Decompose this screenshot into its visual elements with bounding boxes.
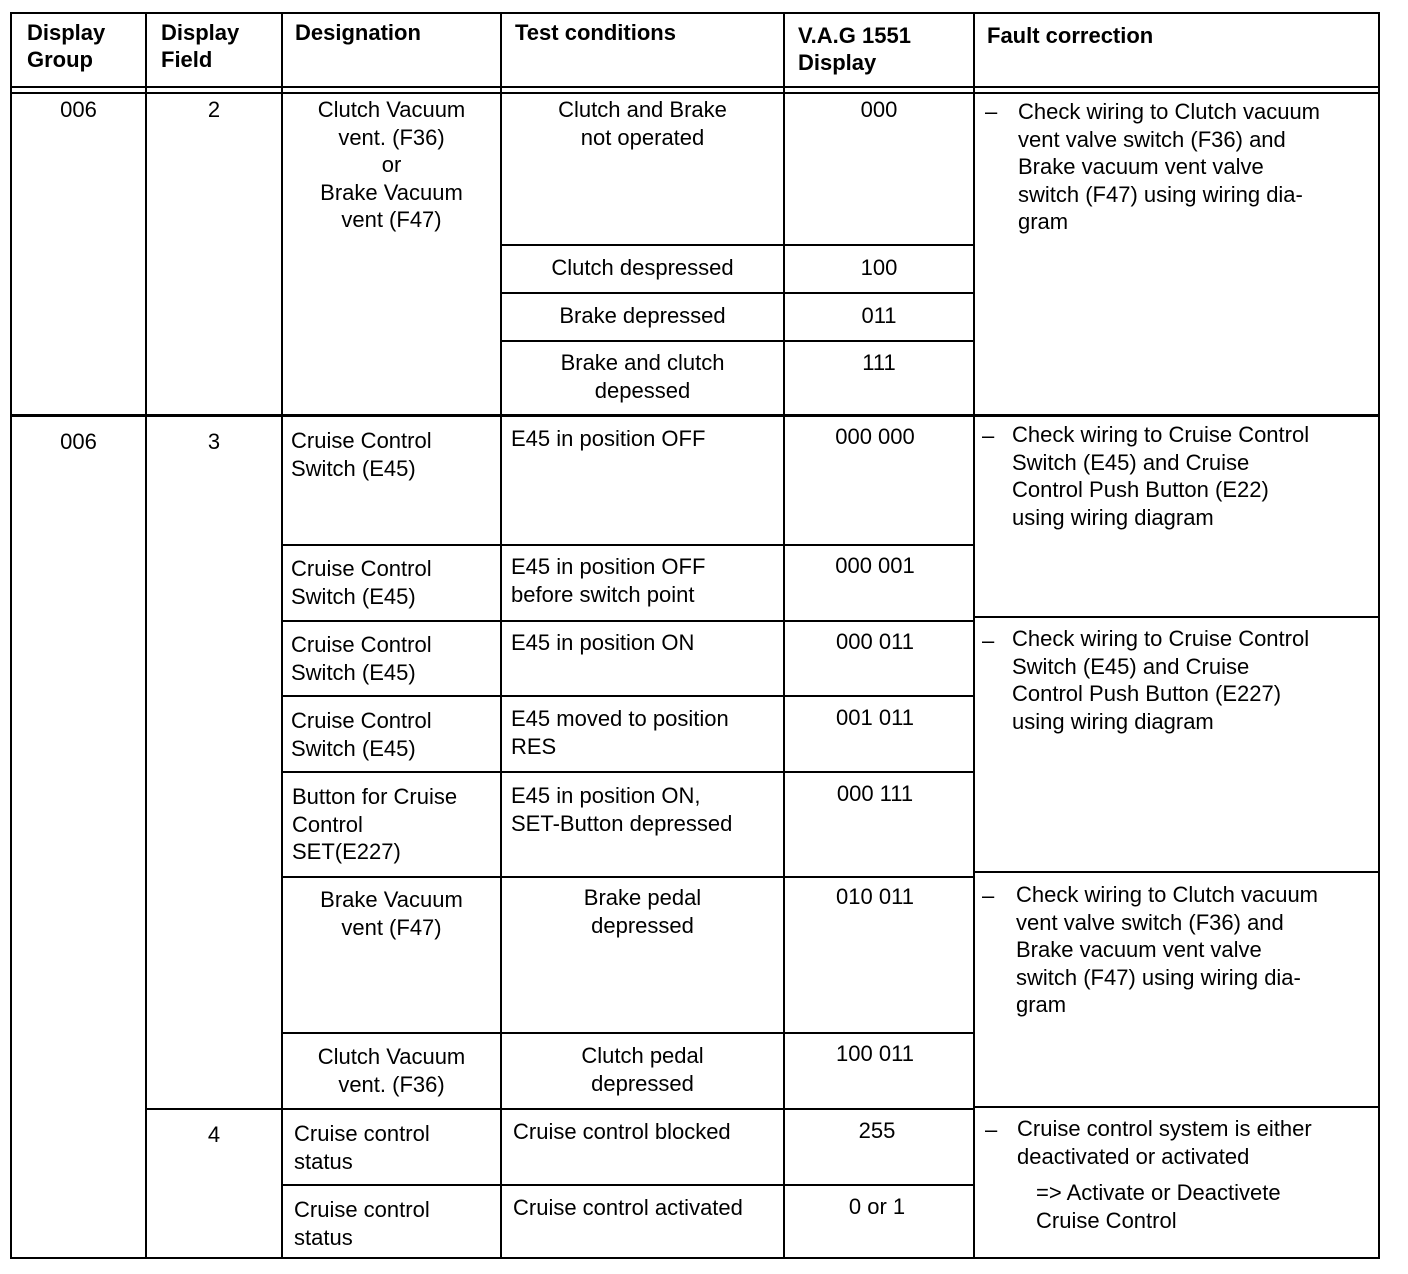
group-value: 006 xyxy=(60,429,97,454)
test-condition: Cruise control activated xyxy=(513,1195,743,1220)
test-condition: E45 in position OFF xyxy=(511,426,706,451)
display-value: 000 011 xyxy=(836,629,914,654)
fault-text: Check wiring to Cruise Control Switch (E45) and Cruise Control Push Button (E227) using wiring diagram xyxy=(1012,626,1310,734)
fault-rule xyxy=(973,1106,1378,1108)
field-value: 2 xyxy=(207,97,221,122)
designation-value: Cruise control status xyxy=(294,1197,430,1250)
row-rule xyxy=(281,544,975,546)
test-condition: E45 in position ON xyxy=(511,630,695,655)
designation-value: Cruise Control Switch (E45) xyxy=(291,428,432,481)
display-value: 100 011 xyxy=(836,1041,914,1066)
field-value: 4 xyxy=(207,1122,221,1147)
test-condition: Cruise control blocked xyxy=(513,1119,731,1144)
designation-value: Cruise Control Switch (E45) xyxy=(291,708,432,761)
fault-rule xyxy=(973,616,1378,618)
fault-text: Check wiring to Clutch vacuum vent valve switch (F36) and Brake vacuum vent valve switch (F47) using wiring dia- gram xyxy=(1018,99,1321,234)
row-rule xyxy=(500,292,975,294)
row-rule xyxy=(281,1184,975,1186)
fault-bullet: – xyxy=(982,883,995,908)
designation-value: Button for Cruise Control SET(E227) xyxy=(292,784,458,864)
header-rule xyxy=(12,86,1378,88)
fault-text: Check wiring to Cruise Control Switch (E45) and Cruise Control Push Button (E22) using wiring diagram xyxy=(1012,422,1310,530)
row-rule xyxy=(145,1108,975,1110)
designation-value: Clutch Vacuum vent. (F36) xyxy=(317,1044,466,1097)
test-condition: Brake and clutch depessed xyxy=(560,350,725,403)
fault-bullet: – xyxy=(982,628,995,653)
designation-value: Brake Vacuum vent (F47) xyxy=(320,887,463,940)
row-rule xyxy=(281,771,975,773)
header-rule xyxy=(12,92,1378,94)
header-display-group: Display Group xyxy=(27,20,106,72)
designation-value: Cruise Control Switch (E45) xyxy=(291,632,432,685)
fault-bullet: – xyxy=(985,99,998,124)
fault-bullet: – xyxy=(982,423,995,448)
group-value: 006 xyxy=(60,97,97,122)
fault-rule xyxy=(973,871,1378,873)
header-display-field: Display Field xyxy=(161,20,240,72)
test-condition: Brake depressed xyxy=(559,303,726,328)
fault-action: => Activate or Deactivete Cruise Control xyxy=(1036,1180,1281,1233)
field-value: 3 xyxy=(207,429,221,454)
display-value: 000 xyxy=(860,97,898,122)
section-divider xyxy=(12,414,1378,417)
designation-value: Cruise Control Switch (E45) xyxy=(291,556,432,609)
display-value: 100 xyxy=(860,255,898,280)
row-rule xyxy=(281,620,975,622)
display-value: 011 xyxy=(861,303,897,328)
designation-value: Cruise control status xyxy=(294,1121,430,1174)
header-test-conditions: Test conditions xyxy=(515,20,676,45)
display-value: 0 or 1 xyxy=(848,1194,906,1219)
display-value: 000 000 xyxy=(835,424,915,449)
column-divider xyxy=(145,14,147,1257)
column-divider xyxy=(973,14,975,1257)
designation-value: Clutch Vacuum vent. (F36) or Brake Vacuum vent (F47) xyxy=(317,97,466,232)
display-value: 111 xyxy=(862,350,896,375)
row-rule xyxy=(281,1032,975,1034)
display-value: 001 011 xyxy=(836,705,914,730)
row-rule xyxy=(281,695,975,697)
header-designation: Designation xyxy=(295,20,421,45)
test-condition: E45 in position OFF before switch point xyxy=(511,554,706,607)
header-vag-display: V.A.G 1551 Display xyxy=(798,23,911,75)
test-condition: E45 in position ON, SET-Button depressed xyxy=(511,783,733,836)
display-value: 000 111 xyxy=(836,781,914,806)
fault-text: Check wiring to Clutch vacuum vent valve switch (F36) and Brake vacuum vent valve switch (F47) using wiring dia- gram xyxy=(1016,882,1319,1017)
row-rule xyxy=(500,340,975,342)
row-rule xyxy=(500,244,975,246)
row-rule xyxy=(281,876,975,878)
fault-text: Cruise control system is either deactivated or activated xyxy=(1017,1116,1312,1169)
fault-bullet: – xyxy=(985,1117,998,1142)
test-condition: Brake pedal depressed xyxy=(583,885,702,938)
display-value: 255 xyxy=(858,1118,896,1143)
test-condition: Clutch despressed xyxy=(551,255,734,280)
test-condition: E45 moved to position RES xyxy=(511,706,729,759)
display-value: 010 011 xyxy=(836,884,914,909)
header-fault-correction: Fault correction xyxy=(987,23,1154,48)
test-condition: Clutch pedal depressed xyxy=(581,1043,704,1096)
display-value: 000 001 xyxy=(835,553,915,578)
test-condition: Clutch and Brake not operated xyxy=(558,97,727,150)
